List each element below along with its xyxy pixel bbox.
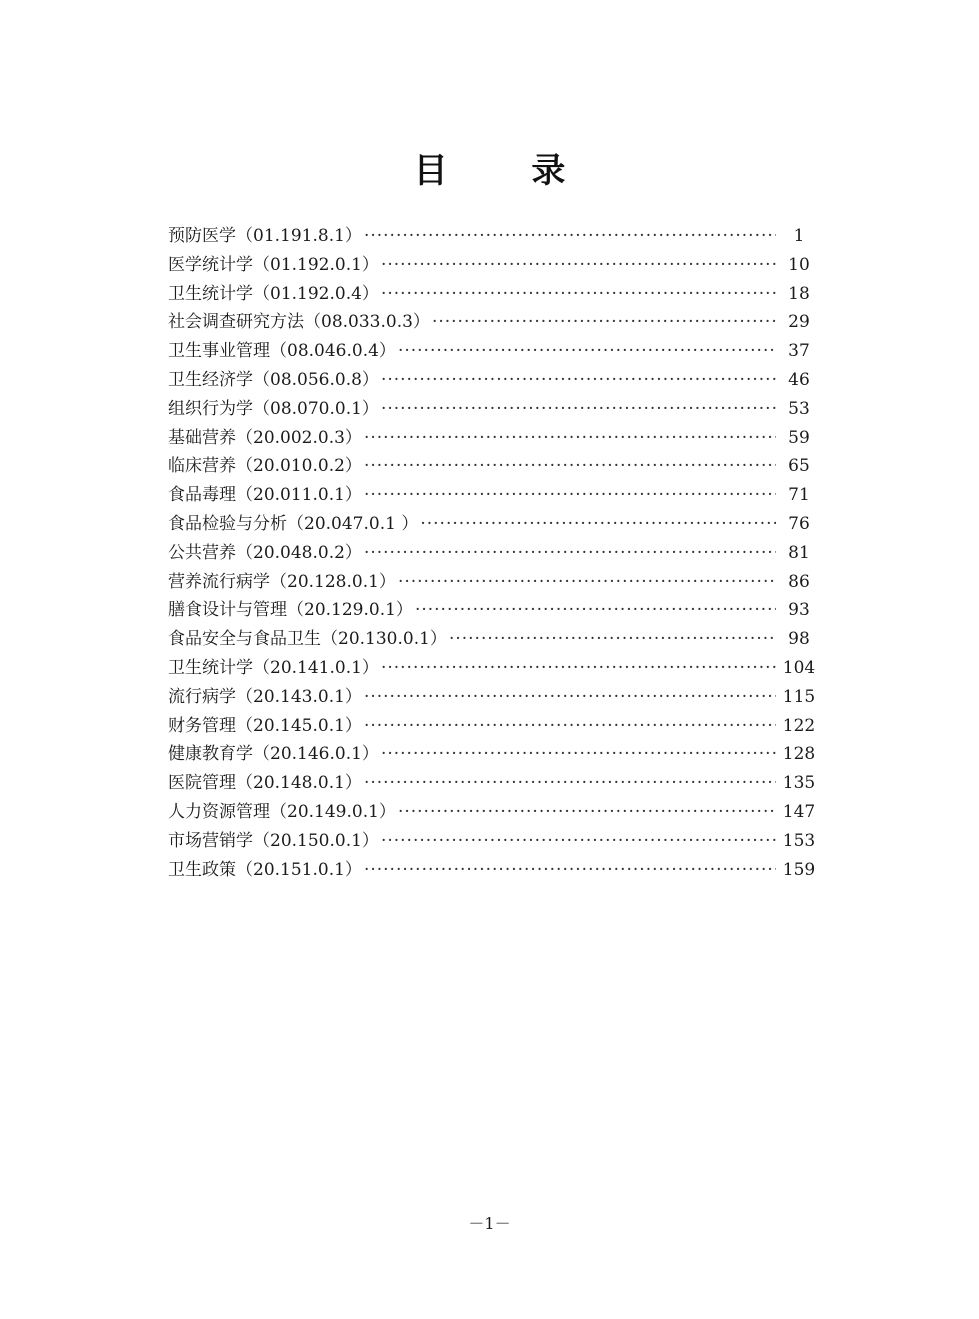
toc-entry[interactable] — [168, 856, 816, 885]
toc-entry-code: （20.129.0.1） — [287, 600, 413, 621]
toc-entry[interactable] — [168, 337, 816, 366]
toc-entry-title: 食品检验与分析 — [168, 513, 287, 534]
toc-dot-leader — [398, 568, 776, 597]
toc-entry-page: 53 — [788, 398, 810, 419]
toc-entry-title: 财务管理 — [168, 715, 236, 736]
toc-dot-leader — [364, 683, 776, 712]
toc-dot-leader — [381, 280, 776, 309]
toc-entry-code: （20.002.0.3） — [236, 427, 362, 448]
toc-entry-page: 135 — [782, 773, 816, 794]
toc-entry-page: 29 — [788, 312, 810, 333]
toc-entry[interactable] — [168, 568, 816, 597]
toc-entry[interactable] — [168, 712, 816, 741]
toc-entry-title: 卫生事业管理 — [168, 341, 270, 362]
toc-entry-code: （20.130.0.1） — [321, 629, 447, 650]
toc-dot-leader — [364, 452, 776, 481]
toc-entry-page: 76 — [788, 513, 810, 534]
toc-entry[interactable] — [168, 395, 816, 424]
toc-dot-leader — [381, 740, 776, 769]
toc-entry[interactable] — [168, 452, 816, 481]
toc-entry[interactable] — [168, 366, 816, 395]
toc-entry[interactable] — [168, 308, 816, 337]
toc-entry[interactable] — [168, 222, 816, 251]
toc-entry-title: 社会调查研究方法 — [168, 312, 304, 333]
toc-entry[interactable] — [168, 798, 816, 827]
toc-entry-code: （08.056.0.8） — [253, 369, 379, 390]
toc-entry-page: 93 — [788, 600, 810, 621]
toc-entry-title: 卫生统计学 — [168, 283, 253, 304]
toc-dot-leader — [432, 308, 776, 337]
toc-entry[interactable] — [168, 596, 816, 625]
toc-dot-leader — [364, 712, 776, 741]
toc-entry-title: 食品安全与食品卫生 — [168, 629, 321, 650]
toc-entry-page: 18 — [788, 283, 810, 304]
toc-entry-code: （20.128.0.1） — [270, 571, 396, 592]
toc-dot-leader — [449, 625, 776, 654]
toc-entry-page: 10 — [788, 254, 810, 275]
toc-entry-code: （20.146.0.1） — [253, 744, 379, 765]
toc-entry-title: 预防医学 — [168, 226, 236, 246]
toc-entry[interactable] — [168, 251, 816, 280]
toc-entry-page: 46 — [788, 369, 810, 390]
toc-entry-code: （01.192.0.4） — [253, 283, 379, 304]
toc-dot-leader — [364, 856, 776, 885]
toc-entry-page: 147 — [782, 801, 816, 822]
toc-dot-leader — [398, 798, 776, 827]
toc-dot-leader — [398, 337, 776, 366]
toc-entry-page: 86 — [788, 571, 810, 592]
toc-entry[interactable] — [168, 625, 816, 654]
toc-entry-code: （08.046.0.4） — [270, 341, 396, 362]
toc-entry-page: 122 — [782, 715, 816, 736]
toc-dot-leader — [381, 251, 776, 280]
toc-entry-title: 公共营养 — [168, 542, 236, 563]
page-number: －1－ — [468, 1214, 511, 1233]
toc-dot-leader — [364, 222, 776, 251]
toc-entry-page: 128 — [782, 744, 816, 765]
toc-entry-code: （20.011.0.1） — [236, 485, 362, 506]
toc-entry-code: （20.145.0.1） — [236, 715, 362, 736]
toc-entry-code: （01.191.8.1） — [236, 226, 362, 246]
toc-entry[interactable] — [168, 481, 816, 510]
toc-entry-title: 卫生统计学 — [168, 657, 253, 678]
toc-dot-leader — [364, 424, 776, 453]
toc-entry-code: （20.141.0.1） — [253, 657, 379, 678]
toc-entry-code: （08.033.0.3） — [304, 312, 430, 333]
toc-entry-code: （01.192.0.1） — [253, 254, 379, 275]
toc-dot-leader — [381, 395, 776, 424]
toc-entry-page: 81 — [788, 542, 810, 563]
toc-entry-page: 115 — [782, 686, 816, 707]
table-of-contents — [168, 222, 816, 884]
toc-dot-leader — [381, 827, 776, 856]
toc-dot-leader — [415, 596, 776, 625]
toc-entry-title: 流行病学 — [168, 686, 236, 707]
toc-dot-leader — [420, 510, 776, 539]
toc-entry-page: 37 — [788, 341, 810, 362]
toc-entry-code: （08.070.0.1） — [253, 398, 379, 419]
toc-entry-code: （20.151.0.1） — [236, 859, 362, 880]
toc-entry[interactable] — [168, 827, 816, 856]
toc-entry-page: 159 — [782, 859, 816, 880]
toc-entry[interactable] — [168, 424, 816, 453]
toc-dot-leader — [381, 654, 776, 683]
page-title: 目 录 — [413, 151, 602, 191]
toc-entry-title: 人力资源管理 — [168, 801, 270, 822]
toc-entry-code: （20.149.0.1） — [270, 801, 396, 822]
toc-entry-page: 59 — [788, 427, 810, 448]
toc-entry-title: 膳食设计与管理 — [168, 600, 287, 621]
toc-entry-title: 食品毒理 — [168, 485, 236, 506]
toc-entry[interactable] — [168, 769, 816, 798]
toc-entry-page: 71 — [788, 485, 810, 506]
toc-dot-leader — [364, 769, 776, 798]
toc-entry-title: 营养流行病学 — [168, 571, 270, 592]
toc-entry-title: 市场营销学 — [168, 830, 253, 851]
toc-entry-page: 98 — [788, 629, 810, 650]
toc-entry[interactable] — [168, 510, 816, 539]
toc-entry-page: 153 — [782, 830, 816, 851]
toc-dot-leader — [364, 481, 776, 510]
toc-entry-page: 104 — [782, 657, 816, 678]
toc-entry[interactable] — [168, 280, 816, 309]
toc-entry-page: 1 — [793, 226, 805, 246]
toc-entry-code: （20.143.0.1） — [236, 686, 362, 707]
toc-entry-code: （20.010.0.2） — [236, 456, 362, 477]
toc-entry-title: 医学统计学 — [168, 254, 253, 275]
toc-dot-leader — [381, 366, 776, 395]
toc-entry[interactable] — [168, 654, 816, 683]
toc-entry-title: 医院管理 — [168, 773, 236, 794]
toc-entry-code: （20.150.0.1） — [253, 830, 379, 851]
toc-entry-code: （20.048.0.2） — [236, 542, 362, 563]
toc-entry-page: 65 — [788, 456, 810, 477]
toc-entry-title: 健康教育学 — [168, 744, 253, 765]
toc-entry[interactable] — [168, 740, 816, 769]
toc-entry-title: 基础营养 — [168, 427, 236, 448]
toc-entry-code: （20.148.0.1） — [236, 773, 362, 794]
toc-entry-title: 组织行为学 — [168, 398, 253, 419]
toc-dot-leader — [364, 539, 776, 568]
toc-entry[interactable] — [168, 683, 816, 712]
toc-entry-title: 卫生经济学 — [168, 369, 253, 390]
toc-entry-title: 卫生政策 — [168, 859, 236, 880]
toc-entry[interactable] — [168, 539, 816, 568]
toc-entry-code: （20.047.0.1 ） — [287, 513, 419, 534]
toc-entry-title: 临床营养 — [168, 456, 236, 477]
